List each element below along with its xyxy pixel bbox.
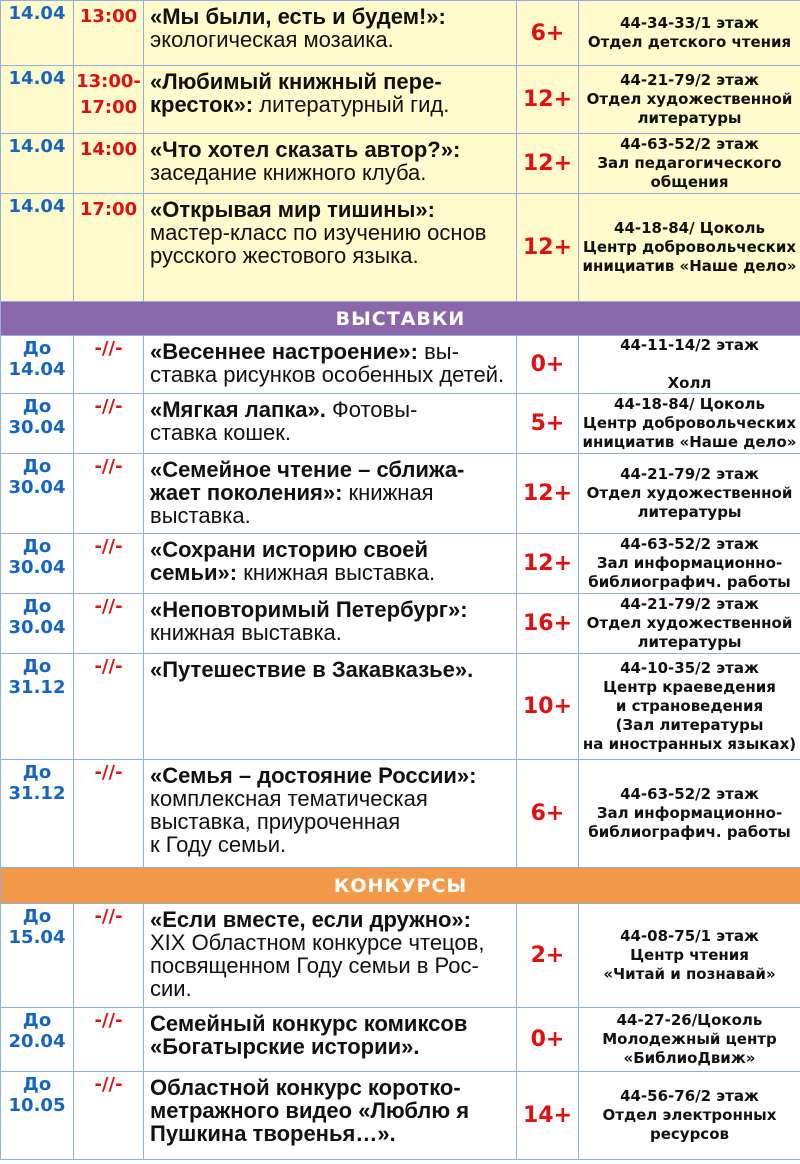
table-row (1, 394, 800, 454)
event-location: 44-63-52/2 этаж Зал педагогического общения (579, 134, 800, 194)
event-subtitle: мастер-класс по изучению основ русского жестового языка. (150, 220, 487, 268)
event-time: -//- (74, 594, 144, 654)
table-row (1, 534, 800, 594)
event-date: До 30.04 (1, 534, 74, 594)
event-title: «Мягкая лапка». (150, 397, 326, 422)
event-description (144, 1, 517, 66)
event-description (144, 336, 517, 394)
event-time: -//- (74, 1072, 144, 1160)
table-row (1, 134, 800, 194)
table-row (1, 594, 800, 654)
age-rating: 12+ (517, 66, 579, 134)
event-title: «Что хотел сказать автор?»: (150, 137, 461, 162)
age-rating: 6+ (517, 760, 579, 868)
event-time: 13:00- 17:00 (74, 66, 144, 134)
event-subtitle: Фотовы- ставка кошек. (150, 397, 418, 445)
event-date: До 10.05 (1, 1072, 74, 1160)
event-date: До 15.04 (1, 904, 74, 1008)
event-subtitle: книжная выставка. (150, 480, 434, 528)
event-description (144, 394, 517, 454)
age-rating: 12+ (517, 534, 579, 594)
event-time: -//- (74, 904, 144, 1008)
event-subtitle: экологическая мозаика. (150, 27, 394, 52)
section-title: КОНКУРСЫ (1, 868, 800, 904)
table-row (1, 760, 800, 868)
event-subtitle: XIX Областном конкурсе чтецов, посвященном Году семьи в Рос- сии. (150, 930, 485, 1001)
event-subtitle: заседание книжного клуба. (150, 160, 427, 185)
event-date: 14.04 (1, 66, 74, 134)
event-description (144, 454, 517, 534)
table-row (1, 194, 800, 302)
table-row (1, 1072, 800, 1160)
event-location: 44-21-79/2 этаж Отдел художественной литературы (579, 594, 800, 654)
event-time: 17:00 (74, 194, 144, 302)
event-date: 14.04 (1, 134, 74, 194)
event-date: До 30.04 (1, 394, 74, 454)
event-title: «Любимый книжный пере- кресток»: (150, 69, 442, 117)
age-rating: 10+ (517, 654, 579, 760)
event-title: Областной конкурс коротко- метражного видео «Люблю я Пушкина творенья…». (150, 1075, 470, 1146)
event-description (144, 594, 517, 654)
event-subtitle: книжная выставка. (237, 560, 436, 585)
event-title: «Семейное чтение – сближа- жает поколения»: (150, 457, 465, 505)
event-time: -//- (74, 1008, 144, 1072)
event-location: 44-08-75/1 этаж Центр чтения «Читай и познавай» (579, 904, 800, 1008)
table-row (1, 454, 800, 534)
event-time: -//- (74, 336, 144, 394)
event-description (144, 760, 517, 868)
event-title: «Неповторимый Петербург»: (150, 597, 468, 622)
event-date: До 14.04 (1, 336, 74, 394)
event-description (144, 134, 517, 194)
event-description (144, 654, 517, 760)
event-time: -//- (74, 534, 144, 594)
event-description (144, 66, 517, 134)
event-description (144, 904, 517, 1008)
event-location: 44-21-79/2 этаж Отдел художественной литературы (579, 66, 800, 134)
age-rating: 14+ (517, 1072, 579, 1160)
table-row (1, 66, 800, 134)
event-date: До 20.04 (1, 1008, 74, 1072)
age-rating: 12+ (517, 454, 579, 534)
section-header-exhibitions (1, 302, 800, 336)
event-location: 44-34-33/1 этаж Отдел детского чтения (579, 1, 800, 66)
event-location: 44-63-52/2 этаж Зал информационно- библиографич. работы (579, 760, 800, 868)
event-location: 44-27-26/Цоколь Молодежный центр «БиблиоДвиж» (579, 1008, 800, 1072)
event-location: 44-10-35/2 этаж Центр краеведения и страноведения (Зал литературы на иностранных языках) (579, 654, 800, 760)
event-description (144, 194, 517, 302)
event-title: «Если вместе, если дружно»: (150, 907, 471, 932)
event-time: -//- (74, 760, 144, 868)
event-location: 44-63-52/2 этаж Зал информационно- библиографич. работы (579, 534, 800, 594)
event-title: «Семья – достояние России»: (150, 763, 477, 788)
event-location: 44-18-84/ Цоколь Центр добровольческих инициатив «Наше дело» (579, 394, 800, 454)
event-date: До 31.12 (1, 654, 74, 760)
table-row (1, 654, 800, 760)
event-date: 14.04 (1, 194, 74, 302)
table-row (1, 1, 800, 66)
event-description (144, 1072, 517, 1160)
event-time: -//- (74, 394, 144, 454)
event-title: «Открывая мир тишины»: (150, 197, 435, 222)
event-location: 44-21-79/2 этаж Отдел художественной литературы (579, 454, 800, 534)
age-rating: 16+ (517, 594, 579, 654)
event-time: 13:00 (74, 1, 144, 66)
event-time: -//- (74, 454, 144, 534)
event-subtitle: литературный гид. (253, 92, 450, 117)
age-rating: 2+ (517, 904, 579, 1008)
event-location: 44-56-76/2 этаж Отдел электронных ресурсов (579, 1072, 800, 1160)
age-rating: 12+ (517, 134, 579, 194)
section-header-contests (1, 868, 800, 904)
event-subtitle: вы- ставка рисунков особенных детей. (150, 339, 505, 387)
table-row (1, 1008, 800, 1072)
event-time: -//- (74, 654, 144, 760)
event-date: До 30.04 (1, 454, 74, 534)
event-title: «Сохрани историю своей семьи»: (150, 537, 429, 585)
event-subtitle: комплексная тематическая выставка, приуроченная к Году семьи. (150, 786, 428, 857)
event-title: «Весеннее настроение»: (150, 339, 418, 364)
event-description (144, 1008, 517, 1072)
age-rating: 5+ (517, 394, 579, 454)
event-title: «Мы были, есть и будем!»: (150, 4, 446, 29)
event-date: 14.04 (1, 1, 74, 66)
age-rating: 0+ (517, 336, 579, 394)
table-row (1, 904, 800, 1008)
event-subtitle: книжная выставка. (150, 620, 342, 645)
event-location: 44-11-14/2 этаж Холл (579, 336, 800, 394)
event-time: 14:00 (74, 134, 144, 194)
age-rating: 12+ (517, 194, 579, 302)
age-rating: 0+ (517, 1008, 579, 1072)
section-title: ВЫСТАВКИ (1, 302, 800, 336)
event-title: «Путешествие в Закавказье». (150, 657, 474, 682)
event-title: Семейный конкурс комиксов «Богатырские истории». (150, 1011, 468, 1059)
table-row (1, 336, 800, 394)
event-location: 44-18-84/ Цоколь Центр добровольческих инициатив «Наше дело» (579, 194, 800, 302)
age-rating: 6+ (517, 1, 579, 66)
event-date: До 30.04 (1, 594, 74, 654)
event-description (144, 534, 517, 594)
event-date: До 31.12 (1, 760, 74, 868)
